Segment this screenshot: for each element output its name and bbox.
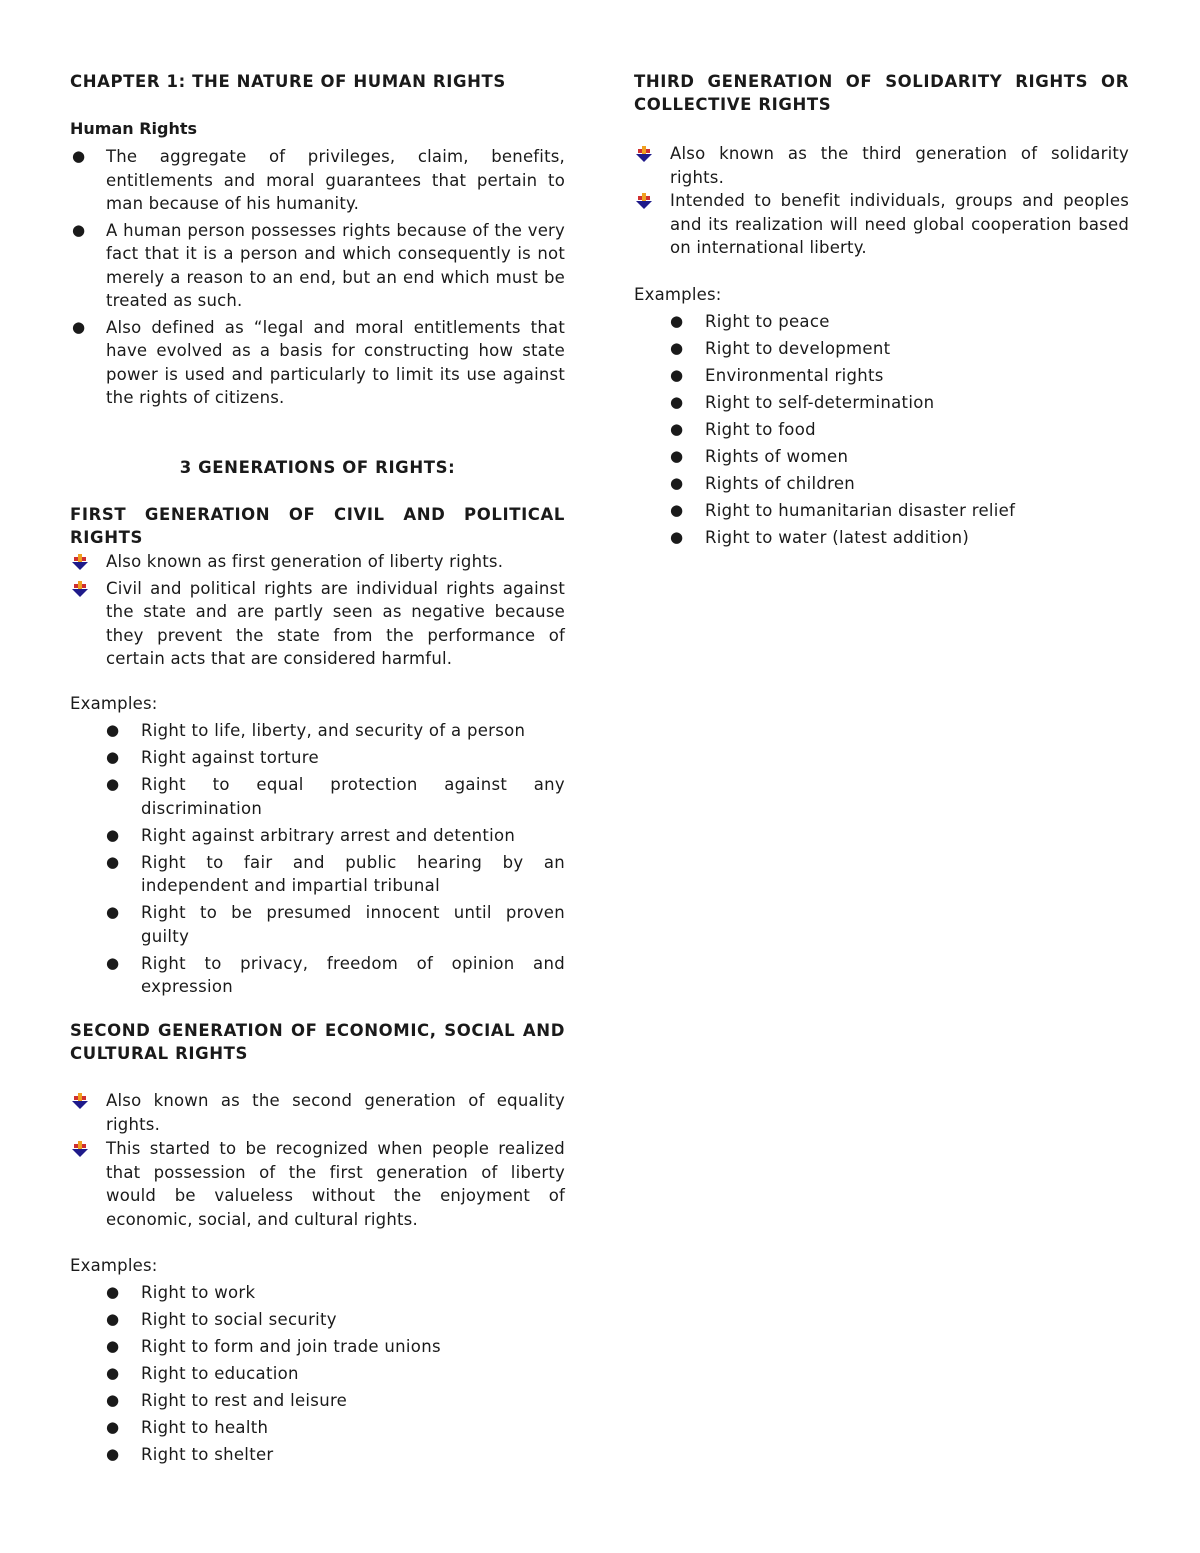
down-arrow-icon	[71, 554, 89, 570]
bullet-dot-icon: ●	[106, 903, 120, 921]
list-item: ● Right to rest and leisure	[70, 1389, 565, 1413]
bullet-dot-icon: ●	[72, 220, 86, 239]
list-item: ● Right to development	[634, 337, 1129, 361]
bullet-dot-icon: ●	[106, 775, 120, 793]
list-item: ● Rights of children	[634, 472, 1129, 496]
list-item: ● Right to privacy, freedom of opinion and expression	[106, 953, 565, 996]
down-arrow-icon	[635, 193, 653, 209]
bullet-dot-icon: ●	[106, 1418, 120, 1436]
bullet-dot-icon: ●	[670, 420, 684, 438]
bullet-dot-icon: ●	[106, 1310, 120, 1328]
bullet-dot-icon: ●	[670, 528, 684, 546]
list-item: ● Right to be presumed innocent until proven guilty	[106, 903, 565, 946]
down-arrow-icon	[71, 1093, 89, 1109]
bullet-dot-icon: ●	[106, 1391, 120, 1409]
list-item: ● Right against arbitrary arrest and detention	[70, 824, 565, 848]
list-item: Also known as first generation of liberty rights.	[70, 550, 565, 574]
second-generation-points	[70, 1089, 565, 1231]
first-generation-examples	[70, 719, 565, 1002]
bullet-dot-icon: ●	[670, 474, 684, 492]
generations-title: 3 GENERATIONS OF RIGHTS:	[179, 458, 456, 477]
list-item: Also known as the third generation of solidarity rights.	[634, 142, 1129, 189]
list-item: ● Right to shelter	[70, 1443, 565, 1467]
down-arrow-icon	[635, 146, 653, 162]
bullet-dot-icon: ●	[670, 312, 684, 330]
list-item: ● Also defined as “legal and moral entitlements that have evolved as a basis for constructing how state power is used and particularly to limit its use against the rights of citizens.	[72, 317, 565, 407]
list-item: ● Right to social security	[70, 1308, 565, 1332]
second-generation-examples	[70, 1281, 565, 1470]
list-item: ● Right to form and join trade unions	[70, 1335, 565, 1359]
examples-label: Examples:	[634, 285, 722, 304]
third-generation-heading: THIRD GENERATION OF SOLIDARITY RIGHTS OR COLLECTIVE RIGHTS	[634, 72, 1129, 114]
bullet-dot-icon: ●	[670, 393, 684, 411]
bullet-dot-icon: ●	[106, 825, 120, 844]
down-arrow-icon	[71, 1141, 89, 1157]
list-item: Intended to benefit individuals, groups and peoples and its realization will need global cooperation based on international liberty.	[634, 189, 1129, 260]
bullet-dot-icon: ●	[670, 501, 684, 519]
bullet-dot-icon: ●	[72, 147, 86, 165]
bullet-dot-icon: ●	[72, 317, 86, 336]
list-item: ● Right to food	[634, 418, 1129, 442]
list-item: ● A human person possesses rights because of the very fact that it is a person and which consequently is not merely a reason to an end, but an end which must be treated as such.	[72, 220, 565, 310]
third-generation-points	[634, 142, 1129, 260]
list-item: ● Right against torture	[70, 746, 565, 770]
bullet-dot-icon: ●	[670, 366, 684, 384]
bullet-dot-icon: ●	[106, 1337, 120, 1355]
examples-label: Examples:	[70, 1256, 158, 1275]
bullet-dot-icon: ●	[670, 447, 684, 465]
list-item: This started to be recognized when people realized that possession of the first generation of liberty would be valueless without the enjoyment of economic, social, and cultural rights.	[70, 1137, 565, 1231]
bullet-dot-icon: ●	[106, 852, 120, 871]
list-item: ● Right to equal protection against any discrimination	[106, 775, 565, 818]
list-item: ● Right to peace	[634, 310, 1129, 334]
chapter-title: CHAPTER 1: THE NATURE OF HUMAN RIGHTS	[70, 72, 506, 91]
human-rights-heading: Human Rights	[70, 119, 198, 138]
list-item: ● Right to education	[70, 1362, 565, 1386]
list-item: ● Right to water (latest addition)	[634, 526, 1129, 550]
list-item: ● Right to fair and public hearing by an independent and impartial tribunal	[106, 852, 565, 895]
list-item: ● Right to self-determination	[634, 391, 1129, 415]
list-item: ● Environmental rights	[634, 364, 1129, 388]
list-item: ● Right to humanitarian disaster relief	[634, 499, 1129, 523]
list-item: ● The aggregate of privileges, claim, benefits, entitlements and moral guarantees that pertain to man because of his humanity.	[72, 147, 565, 213]
bullet-dot-icon: ●	[106, 748, 120, 766]
down-arrow-icon	[71, 581, 89, 597]
list-item: Civil and political rights are individual rights against the state and are partly seen as negative because they prevent the state from the performance of certain acts that are considered harmful.	[70, 577, 565, 671]
bullet-dot-icon: ●	[106, 721, 120, 739]
first-generation-heading: FIRST GENERATION OF CIVIL AND POLITICAL RIGHTS	[70, 505, 565, 547]
bullet-dot-icon: ●	[106, 1364, 120, 1382]
list-item: ● Rights of women	[634, 445, 1129, 469]
list-item: ● Right to health	[70, 1416, 565, 1440]
list-item: ● Right to work	[70, 1281, 565, 1305]
bullet-dot-icon: ●	[106, 953, 120, 972]
second-generation-heading: SECOND GENERATION OF ECONOMIC, SOCIAL AND CULTURAL RIGHTS	[70, 1021, 565, 1063]
list-item: Also known as the second generation of equality rights.	[70, 1089, 565, 1136]
bullet-dot-icon: ●	[106, 1445, 120, 1463]
list-item: ● Right to life, liberty, and security of a person	[70, 719, 565, 743]
bullet-dot-icon: ●	[670, 339, 684, 357]
bullet-dot-icon: ●	[106, 1283, 120, 1301]
examples-label: Examples:	[70, 694, 158, 713]
human-rights-list	[70, 145, 565, 413]
third-generation-examples	[634, 310, 1129, 553]
first-generation-points	[70, 550, 565, 671]
